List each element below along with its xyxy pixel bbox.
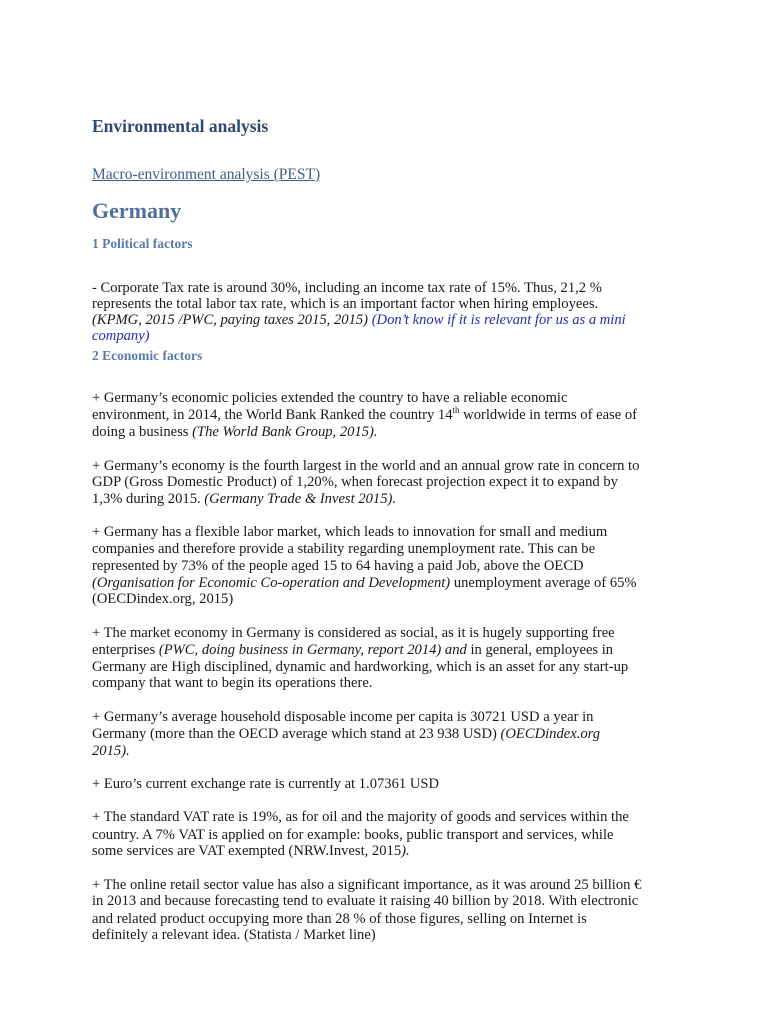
paragraph-line [92,809,629,825]
body-text: represents the total labor tax rate, which is an important factor when hiring employees. [92,296,599,312]
body-text: country. A 7% VAT is applied on for example: books, public transport and services, while [92,827,614,843]
body-text: 1,3% during 2015. [92,491,205,507]
paragraph-line [92,625,615,641]
citation-text: ). [401,843,410,859]
body-text: in general, employees in [466,642,614,658]
body-text: + Germany has a flexible labor market, which leads to innovation for small and medium [92,524,608,540]
body-text: - Corporate Tax rate is around 30%, including an income tax rate of 15%. Thus, 21,2 % [92,280,602,296]
body-text: + Germany’s economic policies extended the country to have a reliable economic [92,390,568,406]
body-text: + Germany’s economy is the fourth largest in the world and an annual grow rate in concern to [92,458,640,474]
paragraph-line [92,407,637,423]
body-text: doing a business [92,424,193,440]
paragraph-line [92,541,595,557]
paragraph-line [92,911,587,927]
citation-text: (Organisation for Economic Co-operation and Development) [92,575,451,591]
paragraph-line [92,675,372,691]
paragraph-line [92,877,641,893]
paragraph-line [92,659,628,675]
citation-text: (The World Bank Group, 2015). [192,424,378,440]
body-text: definitely a relevant idea. (Statista / Market line) [92,927,376,943]
paragraph-line [92,893,638,909]
body-text: unemployment average of 65% [450,575,637,591]
citation-text: (OECDindex.org [500,726,601,742]
body-text: + Euro’s current exchange rate is currently at 1.07361 USD [92,776,440,792]
body-text: and related product occupying more than 28 % of those figures, selling on Internet is [92,911,587,927]
paragraph-line [92,575,637,591]
body-text: represented by 73% of the people aged 15 to 64 having a paid Job, above the OECD [92,558,584,574]
body-text: enterprises [92,642,159,658]
citation-text: (KPMG, 2015 /PWC, paying taxes 2015, 2015) [92,312,372,328]
citation-text: (Germany Trade & Invest 2015). [204,491,397,507]
body-text: (OECDindex.org, 2015) [92,591,234,607]
document-title: Environmental analysis [92,116,269,136]
citation-text: (PWC, doing business in Germany, report 2014) and [158,642,467,658]
paragraph-line [92,296,598,312]
paragraph-line [92,312,626,328]
paragraph-line [92,591,233,607]
paragraph-line [92,642,613,658]
country-heading: Germany [92,198,182,223]
body-text: + The market economy in Germany is considered as social, as it is hugely supporting free [92,625,615,641]
body-text: GDP (Gross Domestic Product) of 1,20%, when forecast projection expect it to expand by [92,474,618,490]
body-text: Germany (more than the OECD average which stand at 23 938 USD) [92,726,501,742]
paragraph-line [92,280,602,296]
section-subtitle: Macro-environment analysis (PEST) [92,166,321,183]
body-text: Germany are High disciplined, dynamic and hardworking, which is an asset for any start-up [92,659,629,675]
paragraph-line [92,474,618,490]
paragraph-line [92,328,150,344]
comment-text: (Don’t know if it is relevant for us as a mini [371,312,626,328]
paragraph-line [92,726,600,742]
paragraph-line [92,458,639,474]
paragraph-line [92,558,584,574]
body-text: worldwide in terms of ease of [459,407,638,423]
paragraph-line [92,491,396,507]
section-heading: 1 Political factors [92,236,193,251]
body-text: th [452,405,460,416]
citation-text: 2015). [92,743,130,759]
body-text: + The online retail sector value has also a significant importance, as it was around 25 billion € [92,877,642,893]
paragraph-line [92,927,376,943]
body-text: in 2013 and because forecasting tend to evaluate it raising 40 billion by 2018. With electronic [92,893,639,909]
paragraph-line [92,709,593,725]
paragraph-line [92,843,410,859]
paragraph-line [92,390,567,406]
section-heading: 2 Economic factors [92,348,203,363]
body-text: company that want to begin its operations there. [92,675,373,691]
paragraph-line [92,776,439,792]
paragraph-line [92,827,614,843]
body-text: some services are VAT exempted (NRW.Invest, 2015 [92,843,402,859]
paragraph-line [92,743,130,759]
body-text: environment, in 2014, the World Bank Ranked the country 14 [92,407,453,423]
paragraph-line [92,424,378,440]
body-text: + The standard VAT rate is 19%, as for oil and the majority of goods and services within the [92,809,629,825]
comment-text: company) [92,328,150,344]
paragraph-line [92,524,607,540]
body-text: + Germany’s average household disposable income per capita is 30721 USD a year in [92,709,594,725]
body-text: companies and therefore provide a stability regarding unemployment rate. This can be [92,541,596,557]
